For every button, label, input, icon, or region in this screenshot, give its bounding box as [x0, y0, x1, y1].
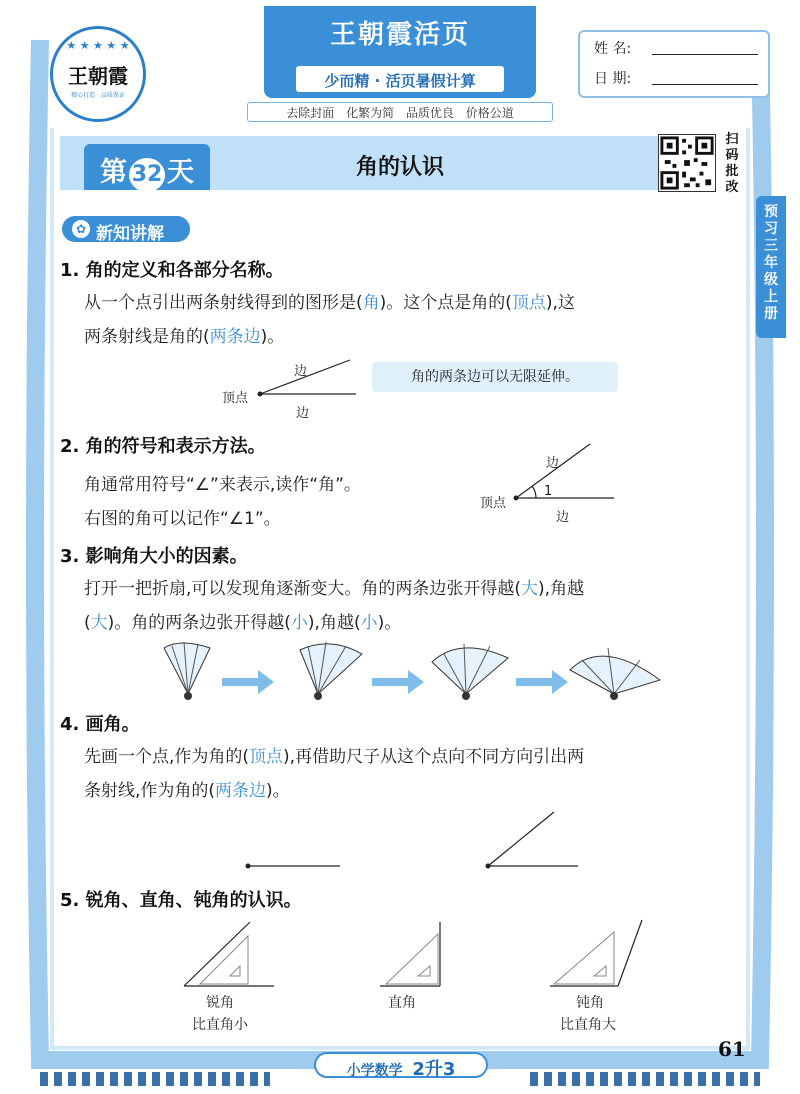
- page-number: 61: [718, 1037, 746, 1061]
- s5-heading: 5. 锐角、直角、钝角的认识。: [60, 890, 302, 911]
- step2-ray-top: [488, 812, 554, 866]
- slogan: 去除封面 化繁为简 品质优良 价格公道: [286, 106, 514, 120]
- fan-sequence: [150, 636, 670, 712]
- s1-answer-2: 顶点: [511, 293, 546, 313]
- fan-icon-1: [164, 642, 210, 700]
- angle-types-diagram: [180, 916, 650, 992]
- angle-arc: [532, 486, 536, 498]
- s1-side-top-label: 边: [294, 364, 308, 379]
- s2-line1: 角通常用符号“∠”来表示,读作“角”。: [84, 475, 361, 495]
- s3-line2: [84, 608, 401, 633]
- name-label: 姓 名:: [594, 41, 632, 57]
- s4-text: ),再借助尺子从这个点向不同方向引出两: [283, 747, 585, 767]
- draw-angle-diagram: [240, 808, 580, 878]
- s1-text: 两条射线是角的(: [84, 327, 210, 347]
- logo-text: 王朝霞: [68, 64, 128, 88]
- banner-subtitle: 少而精 · 活页暑假计算: [324, 72, 476, 90]
- acute-label: 锐角: [206, 995, 234, 1011]
- s3-text: )。角的两条边张开得越(: [107, 613, 291, 633]
- footer-subject: 小学数学: [346, 1063, 403, 1079]
- s3-answer-4: 小: [360, 613, 378, 633]
- s4-heading: 4. 画角。: [60, 714, 140, 735]
- s4-text: 先画一个点,作为角的(: [84, 747, 250, 767]
- s1-text: )。这个点是角的(: [379, 293, 512, 313]
- angle-diagram-1: [250, 350, 360, 410]
- s1-text: ),这: [545, 293, 575, 313]
- s2-line2: 右图的角可以记作“∠1”。: [84, 509, 281, 529]
- s4-text: 条射线,作为角的(: [84, 781, 216, 801]
- s4-answer-1: 顶点: [249, 747, 284, 767]
- s3-text: 打开一把折扇,可以发现角逐渐变大。角的两条边张开得越(: [84, 579, 522, 599]
- vertex-dot: [514, 496, 519, 501]
- vertex-dot: [258, 392, 263, 397]
- s4-line1: [84, 742, 584, 767]
- s1-text: )。: [260, 327, 285, 347]
- s1-answer-3: 两条边: [209, 327, 261, 347]
- section-pill-label: 新知讲解: [96, 224, 164, 244]
- s1-line1: [84, 288, 575, 313]
- date-field[interactable]: [652, 84, 758, 85]
- obtuse-angle-figure: [550, 920, 642, 986]
- flower-icon: ✿: [72, 220, 90, 238]
- s3-answer-1: 大: [521, 579, 539, 599]
- footer-label: [314, 1055, 488, 1081]
- day-prefix: 第: [100, 157, 127, 188]
- qr-label: 扫码批改: [725, 132, 739, 195]
- date-label: 日 期:: [594, 71, 632, 87]
- logo-stars-icon: ★ ★ ★ ★ ★: [66, 39, 130, 52]
- s3-line1: [84, 574, 584, 599]
- s2-heading: 2. 角的符号和表示方法。: [60, 436, 266, 457]
- s4-text: )。: [266, 781, 290, 801]
- obtuse-sublabel: 比直角大: [560, 1017, 616, 1033]
- footer-stripe-left: [40, 1072, 270, 1086]
- right-label: 直角: [388, 995, 416, 1011]
- footer-stripe-right: [530, 1072, 760, 1086]
- s3-answer-2: 大: [90, 613, 108, 633]
- fan-icon-3: [432, 644, 508, 700]
- s3-text: ),角越: [538, 579, 585, 599]
- s1-vertex-label: 顶点: [222, 391, 249, 406]
- banner-title: 王朝霞活页: [329, 20, 470, 50]
- s3-heading: 3. 影响角大小的因素。: [60, 546, 248, 567]
- day-label: [84, 150, 210, 192]
- s2-vertex-label: 顶点: [480, 496, 507, 511]
- s3-text: )。: [377, 613, 402, 633]
- fan-icon-4: [570, 648, 660, 700]
- s1-line2: [84, 322, 284, 347]
- s1-side-bottom-label: 边: [296, 406, 310, 421]
- s1-heading: 1. 角的定义和各部分名称。: [60, 260, 284, 281]
- fan-icon-2: [300, 642, 362, 700]
- acute-sublabel: 比直角小: [192, 1017, 248, 1033]
- s3-answer-3: 小: [290, 613, 308, 633]
- acute-angle-figure: [184, 922, 274, 986]
- s1-answer-1: 角: [362, 293, 380, 313]
- s4-line2: [84, 776, 290, 801]
- s2-side-bottom-label: 边: [556, 510, 570, 525]
- right-angle-figure: [380, 922, 440, 986]
- qr-code-icon[interactable]: [658, 134, 716, 192]
- side-tab-label: 预习三年级上册: [764, 204, 778, 322]
- day-number: 32: [129, 158, 165, 192]
- chapter-title: 角的认识: [355, 155, 444, 180]
- day-suffix: 天: [167, 157, 194, 188]
- name-field[interactable]: [652, 54, 758, 55]
- footer-grade: 2升3: [412, 1059, 456, 1080]
- s3-text: (: [84, 613, 91, 633]
- s1-note: 角的两条边可以无限延伸。: [372, 362, 618, 392]
- arrow-icon-2: [372, 670, 424, 694]
- arrow-icon-1: [222, 670, 274, 694]
- s2-side-top-label: 边: [546, 456, 560, 471]
- obtuse-label: 钝角: [576, 995, 604, 1011]
- s4-answer-2: 两条边: [215, 781, 267, 801]
- s1-text: 从一个点引出两条射线得到的图形是(: [84, 293, 363, 313]
- arrow-icon-3: [516, 670, 568, 694]
- logo-subtitle: 精心打造 · 品质保证: [71, 92, 125, 99]
- s3-text: ),角越(: [307, 613, 361, 633]
- angle-diagram-2: [508, 440, 618, 510]
- s2-angle-mark: 1: [544, 484, 553, 499]
